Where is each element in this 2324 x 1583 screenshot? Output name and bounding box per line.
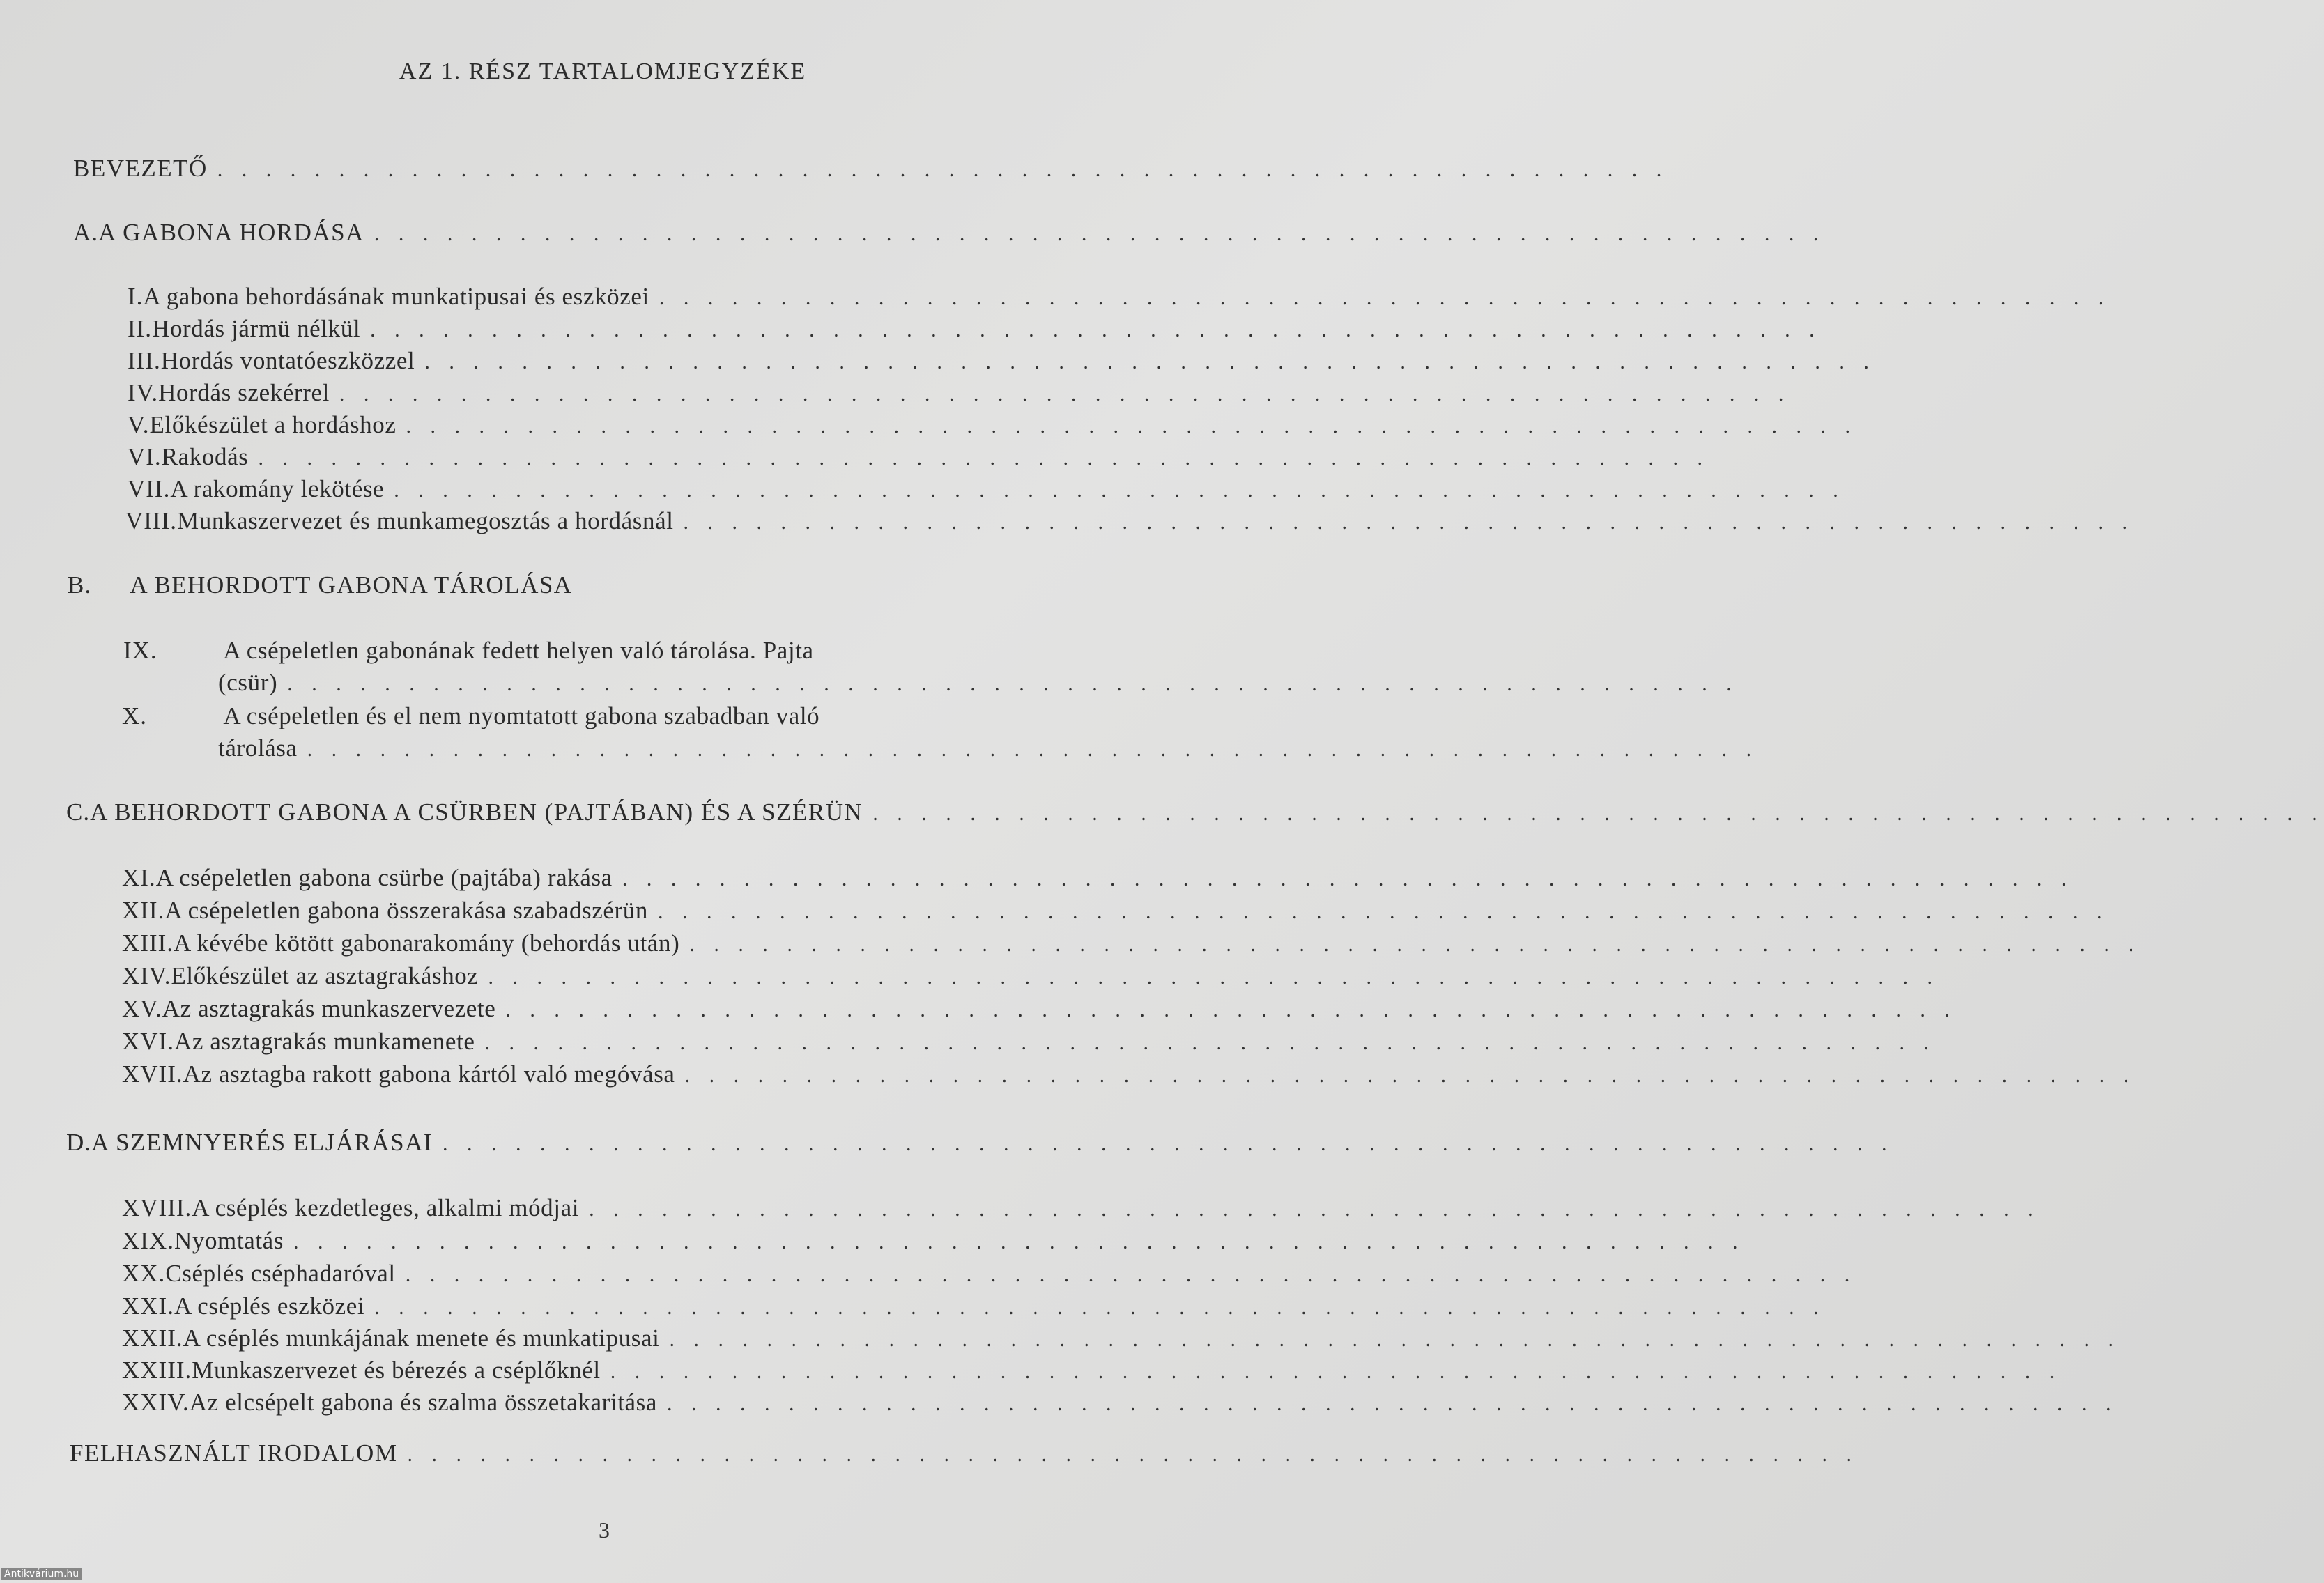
dot-leader: . . . . . . . . . . . . . . . . . . . . . . . . . . . . . . . . . . . . . . . . . . . . . . . . . . . . . . . . . . . . xyxy=(484,1031,1936,1054)
entry-number: XII. xyxy=(122,897,165,924)
dot-leader: . . . . . . . . . . . . . . . . . . . . . . . . . . . . . . . . . . . . . . . . . . . . . . . . . . . . . . . . . . . . xyxy=(293,1230,1745,1253)
entry-title: Hordás jármü nélkül xyxy=(152,315,361,342)
dot-leader: . . . . . . . . . . . . . . . . . . . . . . . . . . . . . . . . . . . . . . . . . . . . . . . . . . . . . . . . . . . . xyxy=(505,998,1957,1021)
entry-title: Az asztagrakás munkaszervezete xyxy=(162,995,496,1022)
toc-entry xyxy=(122,1059,2137,1091)
entry-title: Az asztagrakás munkamenete xyxy=(174,1028,475,1055)
dot-leader: . . . . . . . . . . . . . . . . . . . . . . . . . . . . . . . . . . . . . . . . . . . . . . . . . . . . . . . . . . . . xyxy=(667,1392,2118,1415)
entry-number: XIII. xyxy=(122,929,174,957)
dot-leader: . . . . . . . . . . . . . . . . . . . . . . . . . . . . . . . . . . . . . . . . . . . . . . . . . . . . . . . . . . . . xyxy=(217,158,1669,181)
toc-entry xyxy=(122,994,1957,1026)
entry-number: XVIII. xyxy=(122,1194,192,1221)
dot-leader: . . . . . . . . . . . . . . . . . . . . . . . . . . . . . . . . . . . . . . . . . . . . . . . . . . . . . . . . . . . . xyxy=(407,1443,1859,1466)
dot-leader: . . . . . . . . . . . . . . . . . . . . . . . . . . . . . . . . . . . . . . . . . . . . . . . . . . . . . . . . . . . . xyxy=(394,479,1845,502)
toc-entry xyxy=(122,863,2074,895)
entry-number: XVII. xyxy=(122,1060,183,1088)
toc-entry xyxy=(128,442,1709,474)
toc-entry xyxy=(122,701,819,732)
dot-leader: . . . . . . . . . . . . . . . . . . . . . . . . . . . . . . . . . . . . . . . . . . . . . . . . . . . . . . . . . . . . xyxy=(683,511,2135,534)
entry-title: A rakomány lekötése xyxy=(170,475,385,502)
dot-leader: . . . . . . . . . . . . . . . . . . . . . . . . . . . . . . . . . . . . . . . . . . . . . . . . . . . . . . . . . . . . xyxy=(406,415,1857,438)
entry-number: X. xyxy=(122,702,148,729)
entry-title: Nyomtatás xyxy=(174,1227,284,1254)
entry-title: Előkészület a hordáshoz xyxy=(149,411,397,438)
entry-title: A csépeletlen gabona csürbe (pajtába) rakása xyxy=(155,864,613,891)
section-d-heading xyxy=(66,1127,1894,1159)
entry-number: III. xyxy=(128,347,161,374)
toc-literature xyxy=(70,1438,1859,1470)
entry-number: XVI. xyxy=(122,1028,174,1055)
toc-intro xyxy=(73,153,1669,185)
entry-title: Munkaszervezet és bérezés a cséplőknél xyxy=(192,1357,601,1384)
entry-number: XV. xyxy=(122,995,162,1022)
toc-entry xyxy=(122,1258,1857,1290)
toc-entry xyxy=(122,961,1940,993)
dot-leader: . . . . . . . . . . . . . . . . . . . . . . . . . . . . . . . . . . . . . . . . . . . . . . . . . . . . . . . . . . . . xyxy=(589,1198,2040,1221)
entry-title: A csépeletlen gabonának fedett helyen való tárolása. Pajta xyxy=(223,637,814,664)
toc-entry xyxy=(128,346,1876,378)
entry-title: Hordás szekérrel xyxy=(158,379,330,406)
dot-leader: . . . . . . . . . . . . . . . . . . . . . . . . . . . . . . . . . . . . . . . . . . . . . . . . . . . . . . . . . . . . xyxy=(258,447,1709,470)
entry-number: VII. xyxy=(128,475,171,502)
entry-title-continued: tárolása xyxy=(218,734,298,762)
entry-title: Előkészület az asztagrakáshoz xyxy=(171,962,479,989)
entry-title: Az elcsépelt gabona és szalma összetakaritása xyxy=(189,1389,658,1416)
toc-entry-continued xyxy=(218,667,1739,700)
section-letter: A. xyxy=(73,219,99,246)
toc-entry xyxy=(122,1291,1826,1323)
dot-leader: . . . . . . . . . . . . . . . . . . . . . . . . . . . . . . . . . . . . . . . . . . . . . . . . . . . . . . . . . . . . xyxy=(622,867,2074,890)
entry-number: XXII. xyxy=(122,1325,183,1352)
entry-number: XIX. xyxy=(122,1227,174,1254)
entry-title: A cséplés kezdetleges, alkalmi módjai xyxy=(192,1194,580,1221)
literature-label: FELHASZNÁLT IRODALOM xyxy=(70,1439,398,1467)
entry-title: Munkaszervezet és munkamegosztás a hordásnál xyxy=(177,507,674,534)
toc-entry xyxy=(122,928,2141,960)
dot-leader: . . . . . . . . . . . . . . . . . . . . . . . . . . . . . . . . . . . . . . . . . . . . . . . . . . . . . . . . . . . . xyxy=(287,672,1739,695)
entry-title: A cséplés munkájának menete és munkatipusai xyxy=(183,1325,660,1352)
dot-leader: . . . . . . . . . . . . . . . . . . . . . . . . . . . . . . . . . . . . . . . . . . . . . . . . . . . . . . . . . . . . xyxy=(872,802,2324,825)
toc-entry xyxy=(122,1193,2040,1225)
dot-leader: . . . . . . . . . . . . . . . . . . . . . . . . . . . . . . . . . . . . . . . . . . . . . . . . . . . . . . . . . . . . xyxy=(684,1064,2137,1087)
dot-leader: . . . . . . . . . . . . . . . . . . . . . . . . . . . . . . . . . . . . . . . . . . . . . . . . . . . . . . . . . . . . xyxy=(424,350,1876,373)
entry-number: IV. xyxy=(128,379,159,406)
section-title: A BEHORDOTT GABONA A CSÜRBEN (PAJTÁBAN) ÉS A SZÉRÜN xyxy=(90,798,863,826)
toc-entry xyxy=(122,1026,1936,1058)
section-title: A GABONA HORDÁSA xyxy=(98,219,364,246)
entry-number: XXIV. xyxy=(122,1389,190,1416)
dot-leader: . . . . . . . . . . . . . . . . . . . . . . . . . . . . . . . . . . . . . . . . . . . . . . . . . . . . . . . . . . . . xyxy=(659,286,2111,309)
entry-number: II. xyxy=(128,315,153,342)
section-title: A SZEMNYERÉS ELJÁRÁSAI xyxy=(91,1129,433,1156)
dot-leader: . . . . . . . . . . . . . . . . . . . . . . . . . . . . . . . . . . . . . . . . . . . . . . . . . . . . . . . . . . . . xyxy=(374,1296,1826,1319)
entry-number: I. xyxy=(128,283,144,310)
dot-leader: . . . . . . . . . . . . . . . . . . . . . . . . . . . . . . . . . . . . . . . . . . . . . . . . . . . . . . . . . . . . xyxy=(689,933,2141,956)
toc-entry xyxy=(122,1387,2118,1419)
toc-entry xyxy=(128,314,1822,346)
dot-leader: . . . . . . . . . . . . . . . . . . . . . . . . . . . . . . . . . . . . . . . . . . . . . . . . . . . . . . . . . . . . xyxy=(339,383,1791,406)
entry-title: A gabona behordásának munkatipusai és eszközei xyxy=(143,283,649,310)
dot-leader: . . . . . . . . . . . . . . . . . . . . . . . . . . . . . . . . . . . . . . . . . . . . . . . . . . . . . . . . . . . . xyxy=(657,900,2109,923)
toc-entry xyxy=(122,1355,2062,1387)
toc-entry-continued xyxy=(218,733,1759,765)
entry-number: XXI. xyxy=(122,1292,174,1320)
toc-entry xyxy=(122,1226,1745,1258)
dot-leader: . . . . . . . . . . . . . . . . . . . . . . . . . . . . . . . . . . . . . . . . . . . . . . . . . . . . . . . . . . . . xyxy=(610,1360,2062,1383)
entry-title-continued: (csür) xyxy=(218,669,278,696)
entry-number: XX. xyxy=(122,1260,166,1287)
toc-entry xyxy=(122,895,2109,927)
entry-title: Hordás vontatóeszközzel xyxy=(160,347,415,374)
entry-number: XI. xyxy=(122,864,156,891)
dot-leader: . . . . . . . . . . . . . . . . . . . . . . . . . . . . . . . . . . . . . . . . . . . . . . . . . . . . . . . . . . . . xyxy=(405,1263,1857,1286)
toc-entry xyxy=(128,281,2111,314)
section-c-heading xyxy=(66,797,2324,829)
entry-number: IX. xyxy=(123,637,157,664)
dot-leader: . . . . . . . . . . . . . . . . . . . . . . . . . . . . . . . . . . . . . . . . . . . . . . . . . . . . . . . . . . . . xyxy=(443,1132,1894,1155)
toc-entry xyxy=(128,474,1845,506)
section-b-heading xyxy=(68,570,573,601)
section-letter: C. xyxy=(66,798,91,826)
section-letter: D. xyxy=(66,1129,92,1156)
dot-leader: . . . . . . . . . . . . . . . . . . . . . . . . . . . . . . . . . . . . . . . . . . . . . . . . . . . . . . . . . . . . xyxy=(669,1328,2121,1351)
site-watermark: Antikvárium.hu xyxy=(1,1568,82,1580)
entry-title: A kévébe kötött gabonarakomány (behordás után) xyxy=(174,929,680,957)
toc-entry xyxy=(123,635,814,666)
dot-leader: . . . . . . . . . . . . . . . . . . . . . . . . . . . . . . . . . . . . . . . . . . . . . . . . . . . . . . . . . . . . xyxy=(488,966,1940,989)
toc-entry xyxy=(122,1323,2121,1355)
entry-title: Rakodás xyxy=(161,443,249,470)
dot-leader: . . . . . . . . . . . . . . . . . . . . . . . . . . . . . . . . . . . . . . . . . . . . . . . . . . . . . . . . . . . . xyxy=(374,222,1826,245)
intro-label: BEVEZETŐ xyxy=(73,155,208,182)
section-a-heading xyxy=(73,217,1826,249)
toc-entry xyxy=(128,410,1857,442)
entry-title: Cséplés cséphadaróval xyxy=(165,1260,396,1287)
entry-title: A csépeletlen és el nem nyomtatott gabona szabadban való xyxy=(223,702,820,729)
toc-entry xyxy=(125,506,2135,538)
section-letter: B. xyxy=(68,571,92,599)
entry-number: XXIII. xyxy=(122,1357,192,1384)
entry-title: A csépeletlen gabona összerakása szabadszérün xyxy=(164,897,648,924)
entry-number: VIII. xyxy=(125,507,177,534)
entry-number: V. xyxy=(128,411,150,438)
entry-title: Az asztagba rakott gabona kártól való megóvása xyxy=(183,1060,675,1088)
page-number: 3 xyxy=(599,1518,610,1543)
entry-title: A cséplés eszközei xyxy=(174,1292,365,1320)
section-title: A BEHORDOTT GABONA TÁROLÁSA xyxy=(130,571,573,599)
page-title: AZ 1. RÉSZ TARTALOMJEGYZÉKE xyxy=(399,59,807,84)
dot-leader: . . . . . . . . . . . . . . . . . . . . . . . . . . . . . . . . . . . . . . . . . . . . . . . . . . . . . . . . . . . . xyxy=(370,318,1822,341)
toc-entry xyxy=(128,378,1791,410)
entry-number: VI. xyxy=(128,443,162,470)
entry-number: XIV. xyxy=(122,962,171,989)
dot-leader: . . . . . . . . . . . . . . . . . . . . . . . . . . . . . . . . . . . . . . . . . . . . . . . . . . . . . . . . . . . . xyxy=(307,738,1759,761)
